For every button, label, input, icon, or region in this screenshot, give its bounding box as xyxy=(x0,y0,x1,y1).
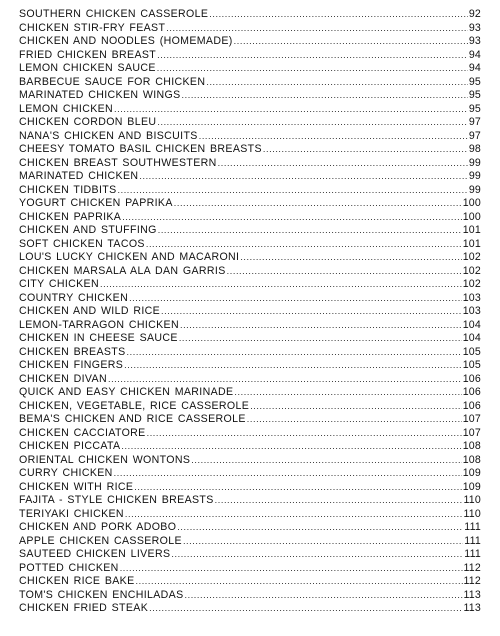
toc-entry xyxy=(19,116,481,130)
toc-entry-title: CITY CHICKEN xyxy=(19,278,99,290)
toc-entry-page-number: 113 xyxy=(463,588,481,601)
dot-leader xyxy=(124,359,462,373)
toc-entry-page-number: 106 xyxy=(462,372,481,385)
dot-leader xyxy=(177,521,463,535)
toc-entry xyxy=(19,589,481,603)
dot-leader xyxy=(215,494,463,508)
toc-entry xyxy=(19,346,481,360)
toc-entry-title: CHICKEN BREASTS xyxy=(19,345,126,358)
toc-entry xyxy=(19,238,481,252)
toc-entry-title: POTTED CHICKEN xyxy=(19,561,119,574)
toc-entry xyxy=(19,373,481,387)
toc-entry-title: FRIED CHICKEN BREAST xyxy=(19,48,157,61)
toc-entry-page-number: 101 xyxy=(462,224,481,236)
dot-leader xyxy=(100,278,462,292)
toc-entry-title: CHICKEN IN CHEESE SAUCE xyxy=(19,332,178,344)
toc-entry-title: CHICKEN AND NOODLES (HOMEMADE) xyxy=(19,35,233,47)
toc-entry-title: CHICKEN RICE BAKE xyxy=(19,575,135,587)
toc-entry-title: CHICKEN PICCATA xyxy=(19,440,121,452)
toc-entry-title: CHICKEN CACCIATORE xyxy=(19,426,146,439)
toc-entry xyxy=(19,467,481,481)
dot-leader xyxy=(121,440,461,454)
toc-entry xyxy=(19,521,481,535)
dot-leader xyxy=(108,373,462,387)
dot-leader xyxy=(227,265,462,279)
toc-entry-page-number: 111 xyxy=(464,534,481,547)
dot-leader xyxy=(129,292,462,306)
toc-entry xyxy=(19,427,481,441)
toc-entry xyxy=(19,400,481,414)
toc-entry-page-number: 111 xyxy=(464,548,481,560)
toc-entry xyxy=(19,157,481,171)
dot-leader xyxy=(218,157,468,171)
toc-entry-title: SOFT CHICKEN TACOS xyxy=(19,237,145,250)
toc-entry-title: CURRY CHICKEN xyxy=(19,467,113,479)
toc-entry-page-number: 112 xyxy=(463,575,481,587)
toc-entry-title: APPLE CHICKEN CASSEROLE xyxy=(19,534,182,547)
toc-entry-page-number: 112 xyxy=(463,561,481,574)
dot-leader xyxy=(206,76,467,90)
toc-entry-page-number: 107 xyxy=(462,426,481,439)
toc-entry-page-number: 108 xyxy=(462,453,481,466)
dot-leader xyxy=(146,238,462,252)
table-of-contents xyxy=(19,8,481,616)
dot-leader xyxy=(125,508,463,522)
toc-entry-page-number: 93 xyxy=(468,35,481,47)
toc-entry xyxy=(19,211,481,225)
toc-entry xyxy=(19,413,481,427)
toc-entry-page-number: 102 xyxy=(462,278,481,290)
toc-entry-page-number: 92 xyxy=(468,8,481,20)
toc-entry-title: QUICK AND EASY CHICKEN MARINADE xyxy=(19,386,234,398)
dot-leader xyxy=(139,170,467,184)
toc-entry-page-number: 111 xyxy=(464,521,481,533)
toc-entry-page-number: 110 xyxy=(463,507,481,520)
dot-leader xyxy=(234,386,461,400)
toc-entry xyxy=(19,251,481,265)
toc-entry-title: NANA'S CHICKEN AND BISCUITS xyxy=(19,129,198,142)
dot-leader xyxy=(182,89,468,103)
toc-entry xyxy=(19,22,481,36)
dot-leader xyxy=(234,35,468,49)
toc-entry-page-number: 94 xyxy=(468,48,481,61)
dot-leader xyxy=(149,602,462,616)
dot-leader xyxy=(157,116,467,130)
dot-leader xyxy=(263,143,468,157)
dot-leader xyxy=(209,8,468,22)
toc-entry-title: FAJITA - STYLE CHICKEN BREASTS xyxy=(19,494,214,506)
dot-leader xyxy=(191,454,461,468)
toc-entry xyxy=(19,602,481,616)
dot-leader xyxy=(180,319,462,333)
dot-leader xyxy=(185,589,463,603)
toc-entry-title: SOUTHERN CHICKEN CASSEROLE xyxy=(19,8,209,20)
dot-leader xyxy=(171,548,463,562)
dot-leader xyxy=(240,251,461,265)
toc-entry-page-number: 97 xyxy=(468,129,481,142)
toc-entry xyxy=(19,292,481,306)
toc-entry-page-number: 101 xyxy=(462,237,481,250)
toc-entry-title: COUNTRY CHICKEN xyxy=(19,291,129,304)
toc-entry xyxy=(19,8,481,22)
toc-entry-page-number: 105 xyxy=(462,359,481,371)
toc-entry-title: CHICKEN STIR-FRY FEAST xyxy=(19,21,166,34)
toc-entry-title: CHICKEN, VEGETABLE, RICE CASSEROLE xyxy=(19,399,250,412)
toc-entry-title: MARINATED CHICKEN xyxy=(19,170,139,182)
toc-entry-title: CHICKEN FRIED STEAK xyxy=(19,602,149,614)
toc-entry xyxy=(19,170,481,184)
toc-entry-page-number: 106 xyxy=(462,386,481,398)
toc-entry-page-number: 100 xyxy=(462,210,481,223)
toc-entry-title: LEMON CHICKEN xyxy=(19,102,114,115)
toc-entry-title: CHICKEN BREAST SOUTHWESTERN xyxy=(19,156,217,169)
toc-entry-title: CHICKEN AND PORK ADOBO xyxy=(19,521,177,533)
dot-leader xyxy=(114,467,462,481)
toc-entry-page-number: 102 xyxy=(462,251,481,263)
dot-leader xyxy=(118,184,468,198)
dot-leader xyxy=(250,400,462,414)
toc-entry xyxy=(19,481,481,495)
toc-entry xyxy=(19,143,481,157)
toc-entry xyxy=(19,49,481,63)
toc-entry-page-number: 98 xyxy=(468,143,481,155)
toc-entry xyxy=(19,494,481,508)
dot-leader xyxy=(199,130,468,144)
toc-entry-title: MARINATED CHICKEN WINGS xyxy=(19,89,181,101)
toc-entry-page-number: 95 xyxy=(468,75,481,88)
toc-entry xyxy=(19,89,481,103)
toc-entry-page-number: 104 xyxy=(462,318,481,331)
toc-entry-title: TOM'S CHICKEN ENCHILADAS xyxy=(19,588,184,601)
toc-entry xyxy=(19,548,481,562)
toc-entry-title: CHICKEN TIDBITS xyxy=(19,183,117,196)
toc-entry xyxy=(19,76,481,90)
toc-entry xyxy=(19,197,481,211)
toc-entry xyxy=(19,535,481,549)
dot-leader xyxy=(122,211,462,225)
toc-entry-page-number: 99 xyxy=(468,183,481,196)
toc-entry-title: CHICKEN MARSALA ALA DAN GARRIS xyxy=(19,264,226,277)
toc-entry-page-number: 105 xyxy=(462,345,481,358)
toc-entry-page-number: 106 xyxy=(462,399,481,412)
dot-leader xyxy=(120,562,463,576)
toc-entry xyxy=(19,130,481,144)
toc-entry-page-number: 104 xyxy=(462,332,481,344)
toc-entry xyxy=(19,575,481,589)
dot-leader xyxy=(247,413,462,427)
toc-entry-title: YOGURT CHICKEN PAPRIKA xyxy=(19,197,173,209)
toc-entry xyxy=(19,454,481,468)
toc-entry xyxy=(19,386,481,400)
toc-entry xyxy=(19,278,481,292)
dot-leader xyxy=(127,346,462,360)
toc-entry-title: SAUTEED CHICKEN LIVERS xyxy=(19,548,171,560)
toc-entry xyxy=(19,305,481,319)
toc-entry xyxy=(19,319,481,333)
toc-entry-page-number: 109 xyxy=(462,480,481,493)
dot-leader xyxy=(157,62,468,76)
toc-entry xyxy=(19,265,481,279)
dot-leader xyxy=(166,22,468,36)
toc-entry-page-number: 95 xyxy=(468,102,481,115)
toc-entry-page-number: 109 xyxy=(462,467,481,479)
dot-leader xyxy=(157,49,468,63)
dot-leader xyxy=(174,197,462,211)
toc-entry-title: CHEESY TOMATO BASIL CHICKEN BREASTS xyxy=(19,143,262,155)
toc-entry-title: CHICKEN FINGERS xyxy=(19,359,124,371)
toc-entry-page-number: 113 xyxy=(463,602,481,614)
dot-leader xyxy=(161,305,462,319)
toc-entry xyxy=(19,103,481,117)
toc-entry xyxy=(19,332,481,346)
dot-leader xyxy=(147,427,462,441)
toc-entry-title: CHICKEN AND WILD RICE xyxy=(19,305,161,317)
toc-entry-page-number: 100 xyxy=(462,197,481,209)
toc-entry-title: TERIYAKI CHICKEN xyxy=(19,507,124,520)
toc-entry-page-number: 99 xyxy=(468,156,481,169)
toc-entry-page-number: 97 xyxy=(468,116,481,128)
toc-entry-page-number: 107 xyxy=(462,413,481,425)
toc-entry-page-number: 108 xyxy=(462,440,481,452)
toc-entry xyxy=(19,35,481,49)
toc-entry xyxy=(19,224,481,238)
toc-entry-page-number: 93 xyxy=(468,21,481,34)
toc-entry-page-number: 99 xyxy=(468,170,481,182)
toc-entry-page-number: 110 xyxy=(463,494,481,506)
toc-entry-title: LOU'S LUCKY CHICKEN AND MACARONI xyxy=(19,251,240,263)
toc-entry xyxy=(19,359,481,373)
toc-entry-title: CHICKEN AND STUFFING xyxy=(19,224,157,236)
toc-entry-title: LEMON CHICKEN SAUCE xyxy=(19,62,156,74)
toc-entry xyxy=(19,184,481,198)
toc-entry-title: CHICKEN WITH RICE xyxy=(19,480,134,493)
toc-entry-page-number: 103 xyxy=(462,291,481,304)
toc-entry-page-number: 94 xyxy=(468,62,481,74)
toc-entry xyxy=(19,440,481,454)
dot-leader xyxy=(114,103,468,117)
toc-entry-title: CHICKEN PAPRIKA xyxy=(19,210,122,223)
dot-leader xyxy=(134,481,461,495)
toc-entry xyxy=(19,562,481,576)
toc-entry xyxy=(19,62,481,76)
dot-leader xyxy=(158,224,462,238)
toc-entry-title: CHICKEN DIVAN xyxy=(19,372,107,385)
toc-entry-title: LEMON-TARRAGON CHICKEN xyxy=(19,318,179,331)
dot-leader xyxy=(179,332,462,346)
dot-leader xyxy=(136,575,463,589)
toc-entry-page-number: 95 xyxy=(468,89,481,101)
toc-entry-page-number: 103 xyxy=(462,305,481,317)
toc-entry xyxy=(19,508,481,522)
toc-entry-title: ORIENTAL CHICKEN WONTONS xyxy=(19,453,191,466)
toc-entry-page-number: 102 xyxy=(462,264,481,277)
toc-entry-title: BARBECUE SAUCE FOR CHICKEN xyxy=(19,75,206,88)
toc-entry-title: BEMA'S CHICKEN AND RICE CASSEROLE xyxy=(19,413,246,425)
dot-leader xyxy=(183,535,463,549)
toc-entry-title: CHICKEN CORDON BLEU xyxy=(19,116,157,128)
